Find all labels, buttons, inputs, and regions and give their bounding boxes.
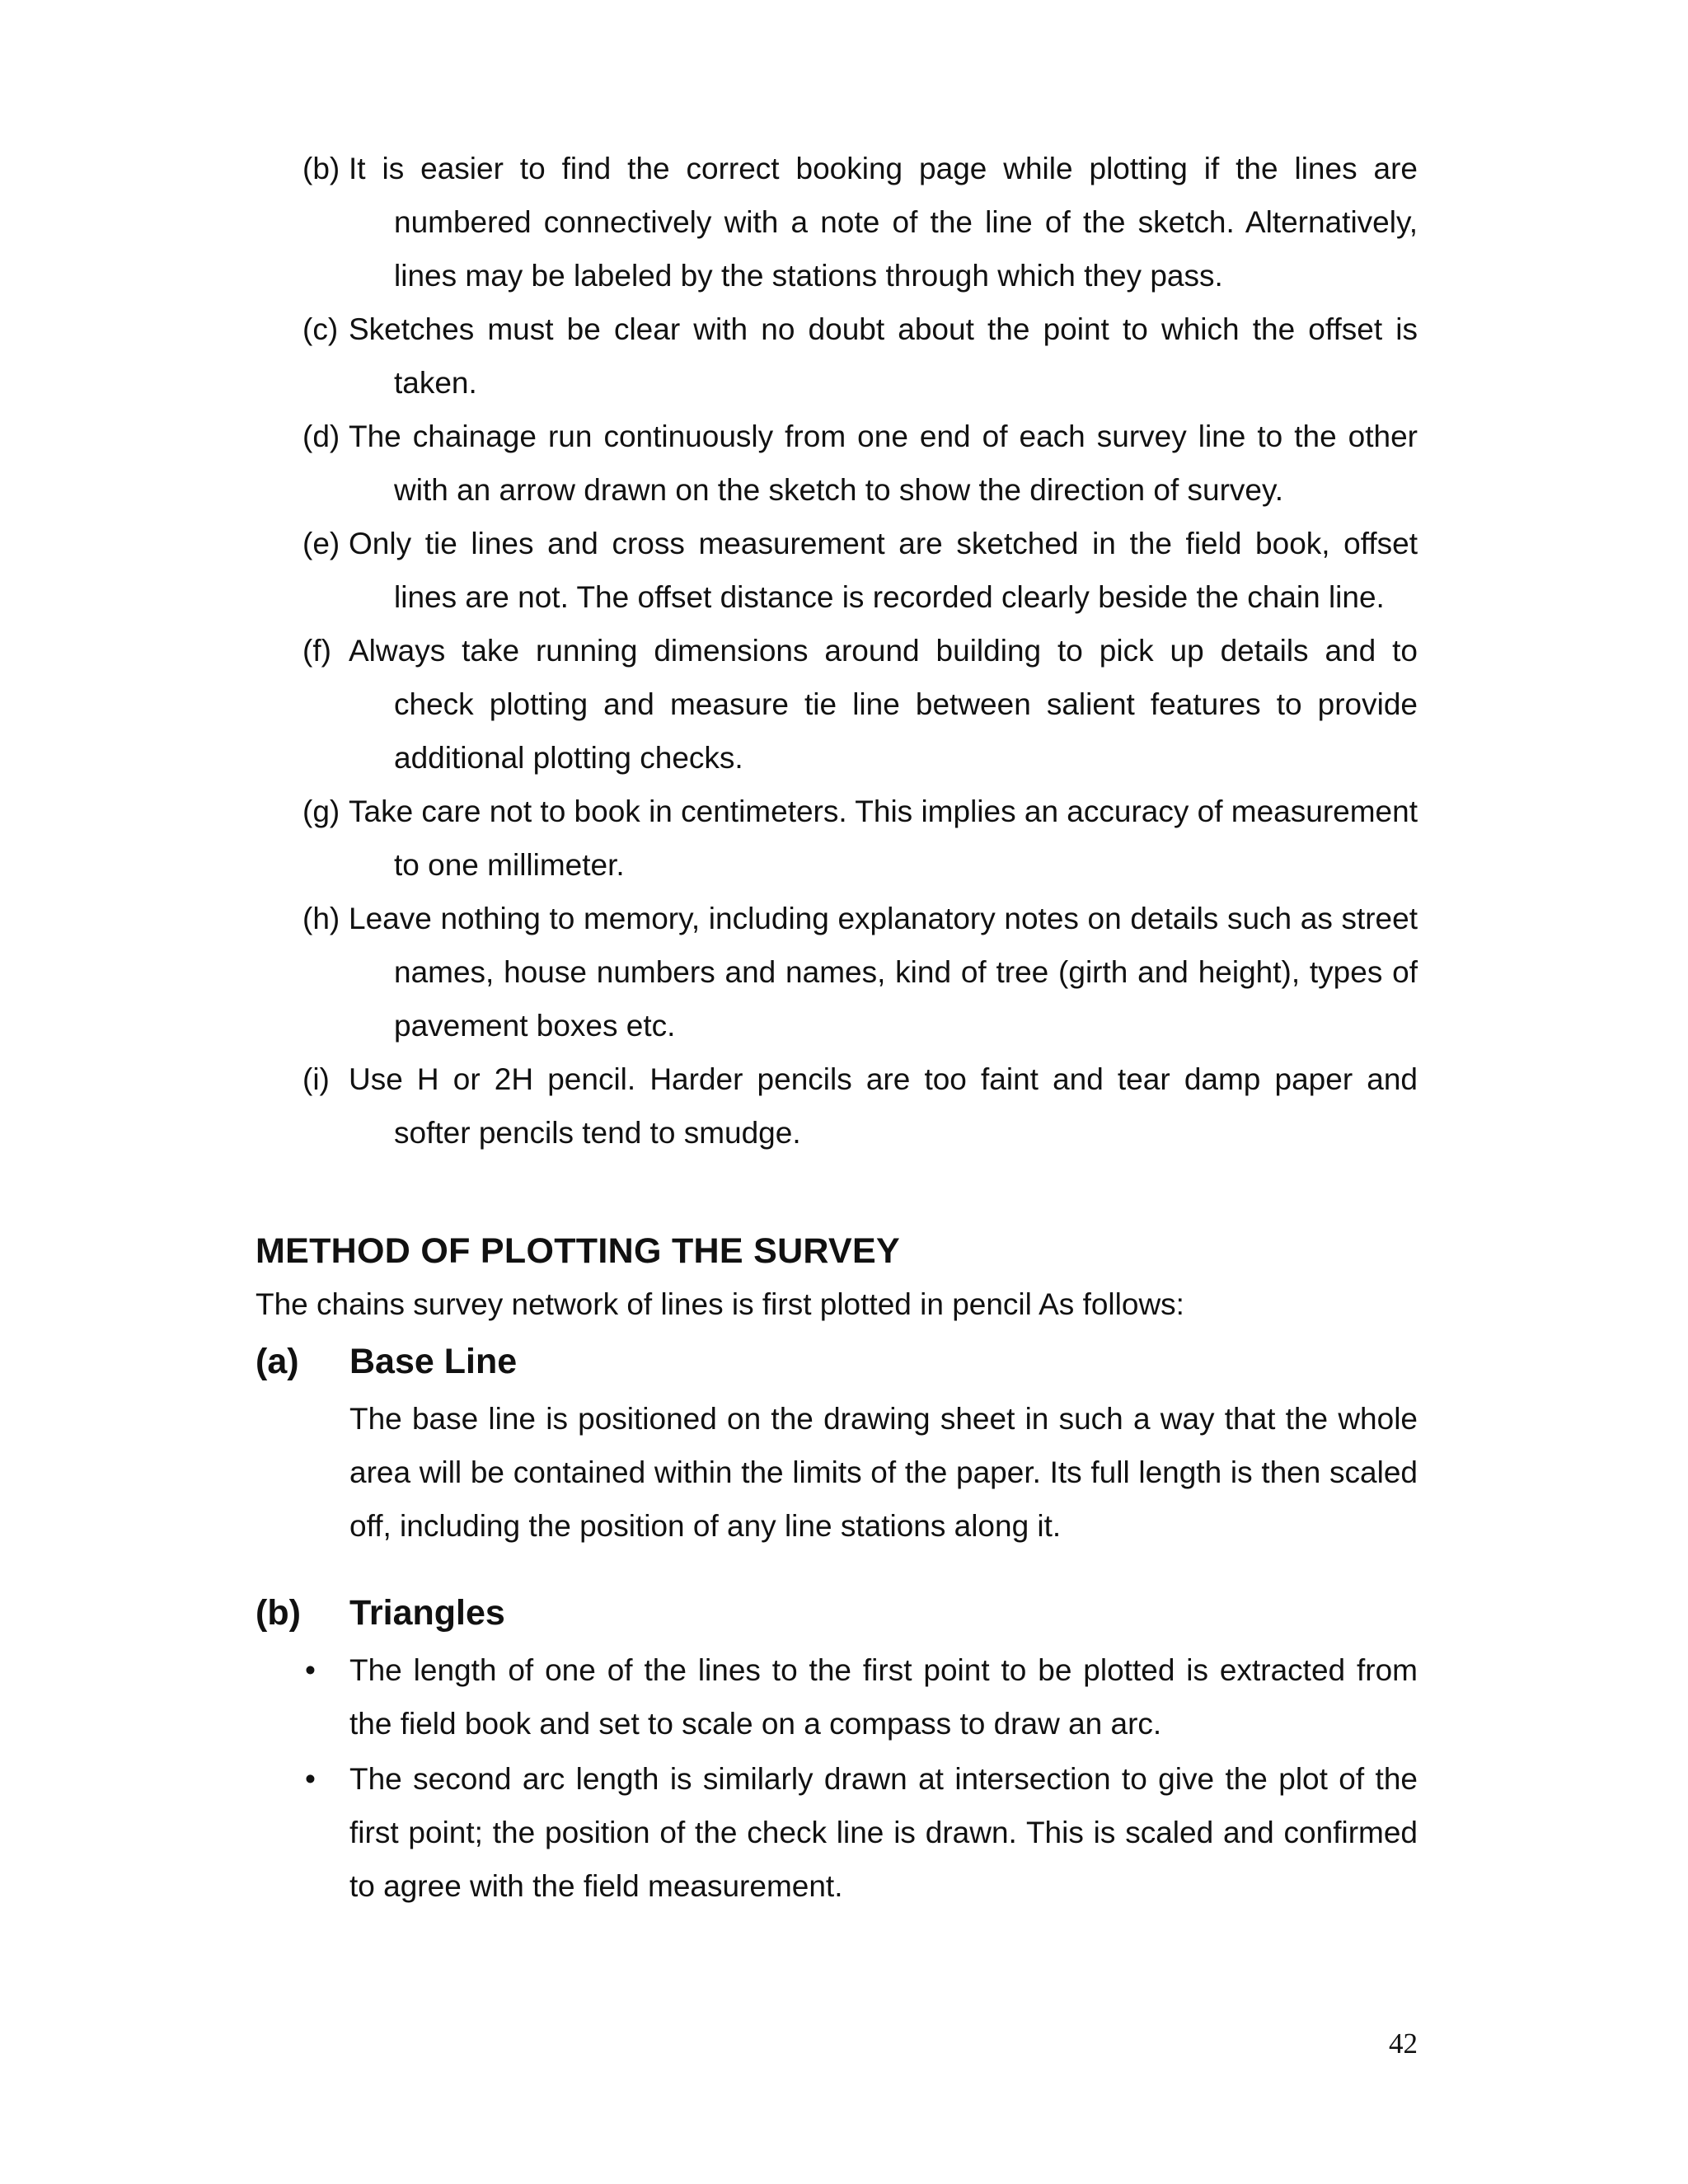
bullet-text: The second arc length is similarly drawn at intersection to give the plot of the first point; the position of the check line is drawn. This is scaled and confirmed to agree with the field measurement. [349,1762,1418,1903]
list-item [256,892,1418,1052]
list-item [256,517,1418,624]
subsection-body: The base line is positioned on the drawing sheet in such a way that the whole area will be contained within the limits of the paper. Its full length is then scaled off, including the position of any line stations along it. [349,1402,1418,1543]
list-item-text: Leave nothing to memory, including explanatory notes on details such as street names, house numbers and names, kind of tree (girth and height), types of pavement boxes etc. [349,902,1418,1043]
list-item-marker: (f) [302,634,331,668]
triangles-subsection [256,1584,1418,1913]
bullet-icon: • [305,1762,316,1796]
page-content [256,142,1418,1913]
subsection-title: Base Line [349,1342,518,1381]
section-intro: The chains survey network of lines is first plotted in pencil As follows: [256,1287,1184,1321]
section-heading: METHOD OF PLOTTING THE SURVEY [256,1231,900,1271]
page-number: 42 [1389,2027,1418,2060]
list-item-marker: (c) [302,312,339,346]
list-item-text: The chainage run continuously from one end of each survey line to the other with an arrow drawn on the sketch to show the direction of survey. [349,419,1418,507]
list-item [256,785,1418,892]
subsection-letter: (a) [256,1342,299,1381]
list-item-text: It is easier to find the correct booking page while plotting if the lines are numbered connectively with a note of the line of the sketch. Alternatively, lines may be labeled by the stations through which they pass. [349,152,1418,293]
list-item-text: Always take running dimensions around building to pick up details and to check plotting and measure tie line between salient features to provide additional plotting checks. [349,634,1418,775]
list-item-marker: (b) [302,152,340,185]
subsection-letter: (b) [256,1593,301,1633]
subsection-heading [256,1584,1418,1642]
list-item [256,410,1418,517]
list-item-marker: (i) [302,1062,330,1096]
list-item [256,142,1418,302]
field-booking-rules-list [256,142,1418,1160]
bullet-item [256,1643,1418,1750]
list-item-marker: (g) [302,794,340,828]
list-item [256,624,1418,785]
list-item-marker: (e) [302,527,340,560]
triangles-bullet-list [256,1643,1418,1913]
subsection-title: Triangles [349,1593,505,1633]
bullet-icon: • [305,1653,316,1687]
list-item-text: Sketches must be clear with no doubt about the point to which the offset is taken. [349,312,1418,400]
list-item [256,302,1418,410]
list-item-marker: (d) [302,419,340,453]
bullet-text: The length of one of the lines to the first point to be plotted is extracted from the field book and set to scale on a compass to draw an arc. [349,1653,1418,1741]
list-item-text: Use H or 2H pencil. Harder pencils are too faint and tear damp paper and softer pencils tend to smudge. [349,1062,1418,1150]
list-item [256,1052,1418,1160]
subsection-heading [256,1333,1418,1390]
base-line-subsection [256,1333,1418,1553]
list-item-text: Only tie lines and cross measurement are sketched in the field book, offset lines are not. The offset distance is recorded clearly beside the chain line. [349,527,1418,614]
list-item-marker: (h) [302,902,340,935]
bullet-item [256,1752,1418,1913]
list-item-text: Take care not to book in centimeters. This implies an accuracy of measurement to one millimeter. [349,794,1418,882]
